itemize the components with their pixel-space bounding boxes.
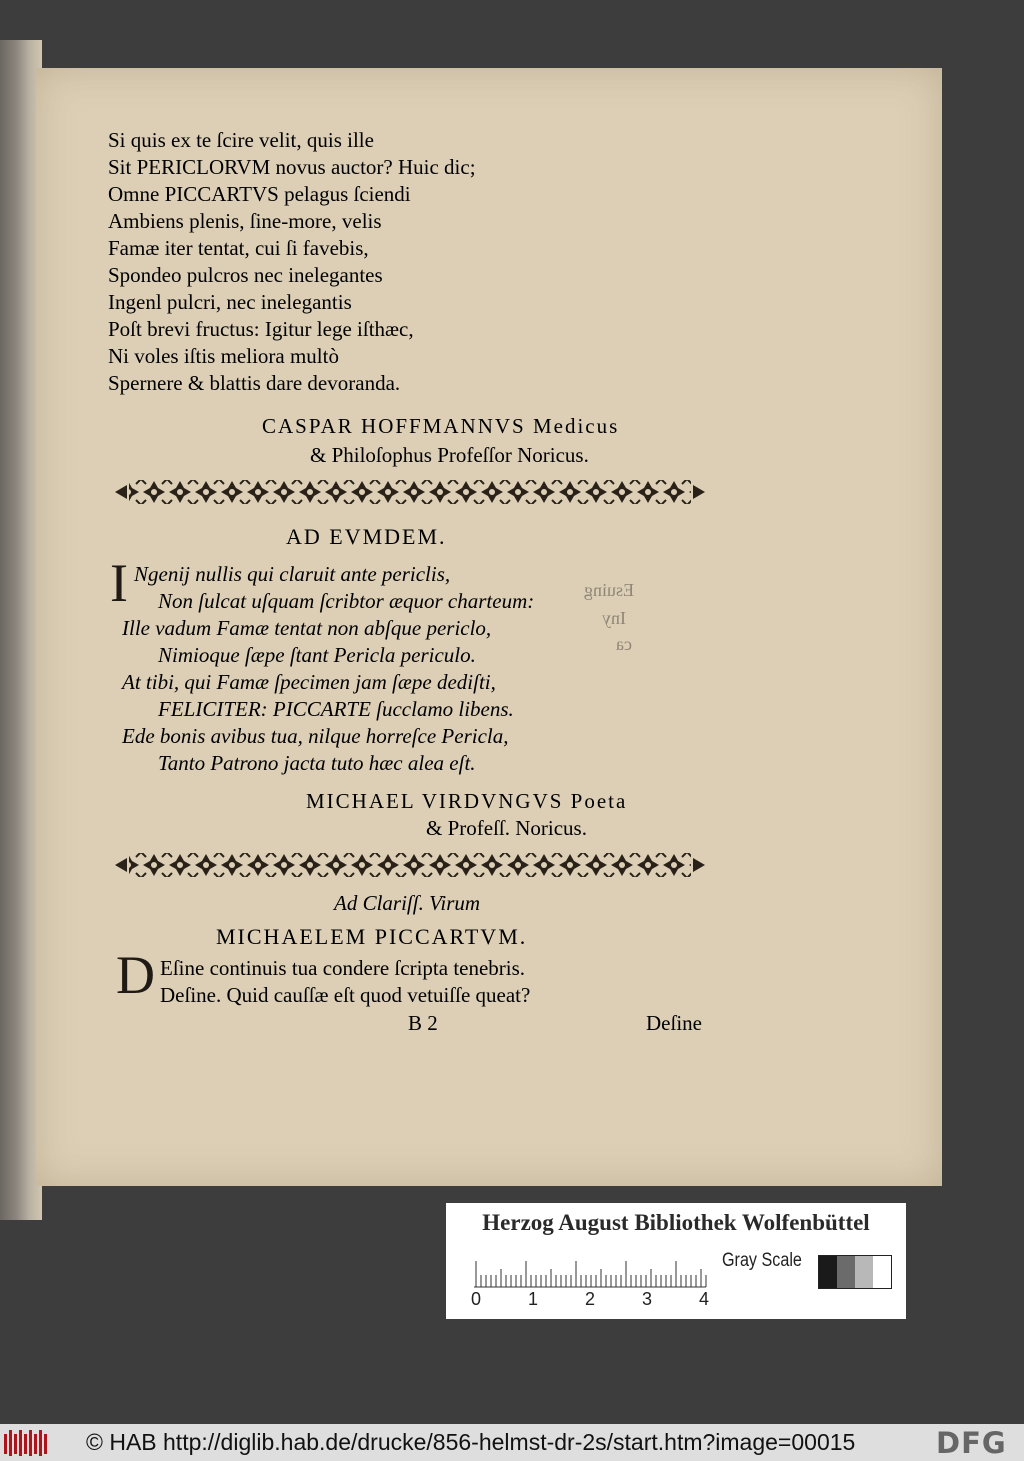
hab-logo-icon <box>4 1430 48 1456</box>
poem-line: Ni voles iſtis meliora multò <box>108 344 339 368</box>
poem-line: Omne PICCARTVS pelagus ſciendi <box>108 182 411 206</box>
ornament-divider-1 <box>115 479 705 505</box>
bleed-through-text: Esuing <box>584 580 635 600</box>
ruler-number: 4 <box>699 1289 710 1309</box>
poem-line: Spondeo pulcros nec inelegantes <box>108 263 383 287</box>
poem-line: Ille vadum Famæ tentat non abſque periclo, <box>122 616 492 640</box>
poem-line: Ambiens plenis, ſine-more, velis <box>108 209 382 233</box>
footer-url-text[interactable]: © HAB http://diglib.hab.de/drucke/856-helmst-dr-2s/start.htm?image=00015 <box>86 1429 856 1455</box>
gray-scale-swatch <box>818 1255 892 1289</box>
ruler-number: 2 <box>585 1289 596 1309</box>
poem-line: Non ſulcat uſquam ſcribtor æquor charteum: <box>158 589 535 613</box>
library-title: Herzog August Bibliothek Wolfenbüttel <box>482 1210 870 1235</box>
poem-line: Deſine. Quid cauſſæ eſt quod vetuiſſe queat? <box>160 983 531 1007</box>
poem-line: Sit PERICLORVM novus auctor? Huic dic; <box>108 155 476 179</box>
signature-1-name: CASPAR HOFFMANNVS Medicus <box>262 414 620 438</box>
footer-bar <box>0 1424 1024 1461</box>
ruler-number: 3 <box>642 1289 653 1309</box>
ruler-number: 1 <box>528 1289 539 1309</box>
signature-1-title: & Philoſophus Profeſſor Noricus. <box>310 443 589 467</box>
catchword: Deſine <box>646 1011 702 1035</box>
poem-line: Famæ iter tentat, cui ſi favebis, <box>108 236 369 260</box>
poem-line: Si quis ex te ſcire velit, quis ille <box>108 128 374 152</box>
poem-line: FELICITER: PICCARTE ſucclamo libens. <box>158 697 514 721</box>
drop-cap-I: I <box>110 553 128 613</box>
bleed-through-text: Iny <box>602 608 626 628</box>
drop-cap-D: D <box>116 945 155 1005</box>
ornament-divider-2 <box>115 852 705 878</box>
poem-line: Ngenij nullis qui claruit ante periclis, <box>134 562 451 586</box>
dfg-logo: DFG <box>936 1426 1007 1460</box>
poem-line: Nimioque ſæpe ſtant Pericla periculo. <box>158 643 476 667</box>
dedication-line: Ad Clariſſ. Virum <box>334 891 481 915</box>
poem-line: At tibi, qui Famæ ſpecimen jam ſæpe dediſti, <box>122 670 496 694</box>
gray-scale-label: Gray Scale <box>722 1250 802 1271</box>
poem-line: Ingenl pulcri, nec inelegantis <box>108 290 352 314</box>
signature-2-title: & Profeſſ. Noricus. <box>426 816 587 840</box>
poem-line: Ede bonis avibus tua, nilque horreſce Pericla, <box>122 724 509 748</box>
library-label-card <box>446 1203 906 1319</box>
ruler-scale <box>474 1249 714 1289</box>
ruler-number: 0 <box>471 1289 482 1309</box>
poem-line: Poſt brevi fructus: Igitur lege iſthæc, <box>108 317 414 341</box>
signature-mark: B 2 <box>408 1011 438 1035</box>
signature-2-name: MICHAEL VIRDVNGVS Poeta <box>306 789 628 813</box>
poem-line: Eſine continuis tua condere ſcripta tenebris. <box>160 956 526 980</box>
heading-ad-eumdem: AD EVMDEM. <box>286 524 447 549</box>
bleed-through-text: ca <box>616 634 632 654</box>
poem-line: Spernere & blattis dare devoranda. <box>108 371 401 395</box>
heading-michaelem-piccartum: MICHAELEM PICCARTVM. <box>216 924 528 949</box>
poem-line: Tanto Patrono jacta tuto hæc alea eſt. <box>158 751 476 775</box>
